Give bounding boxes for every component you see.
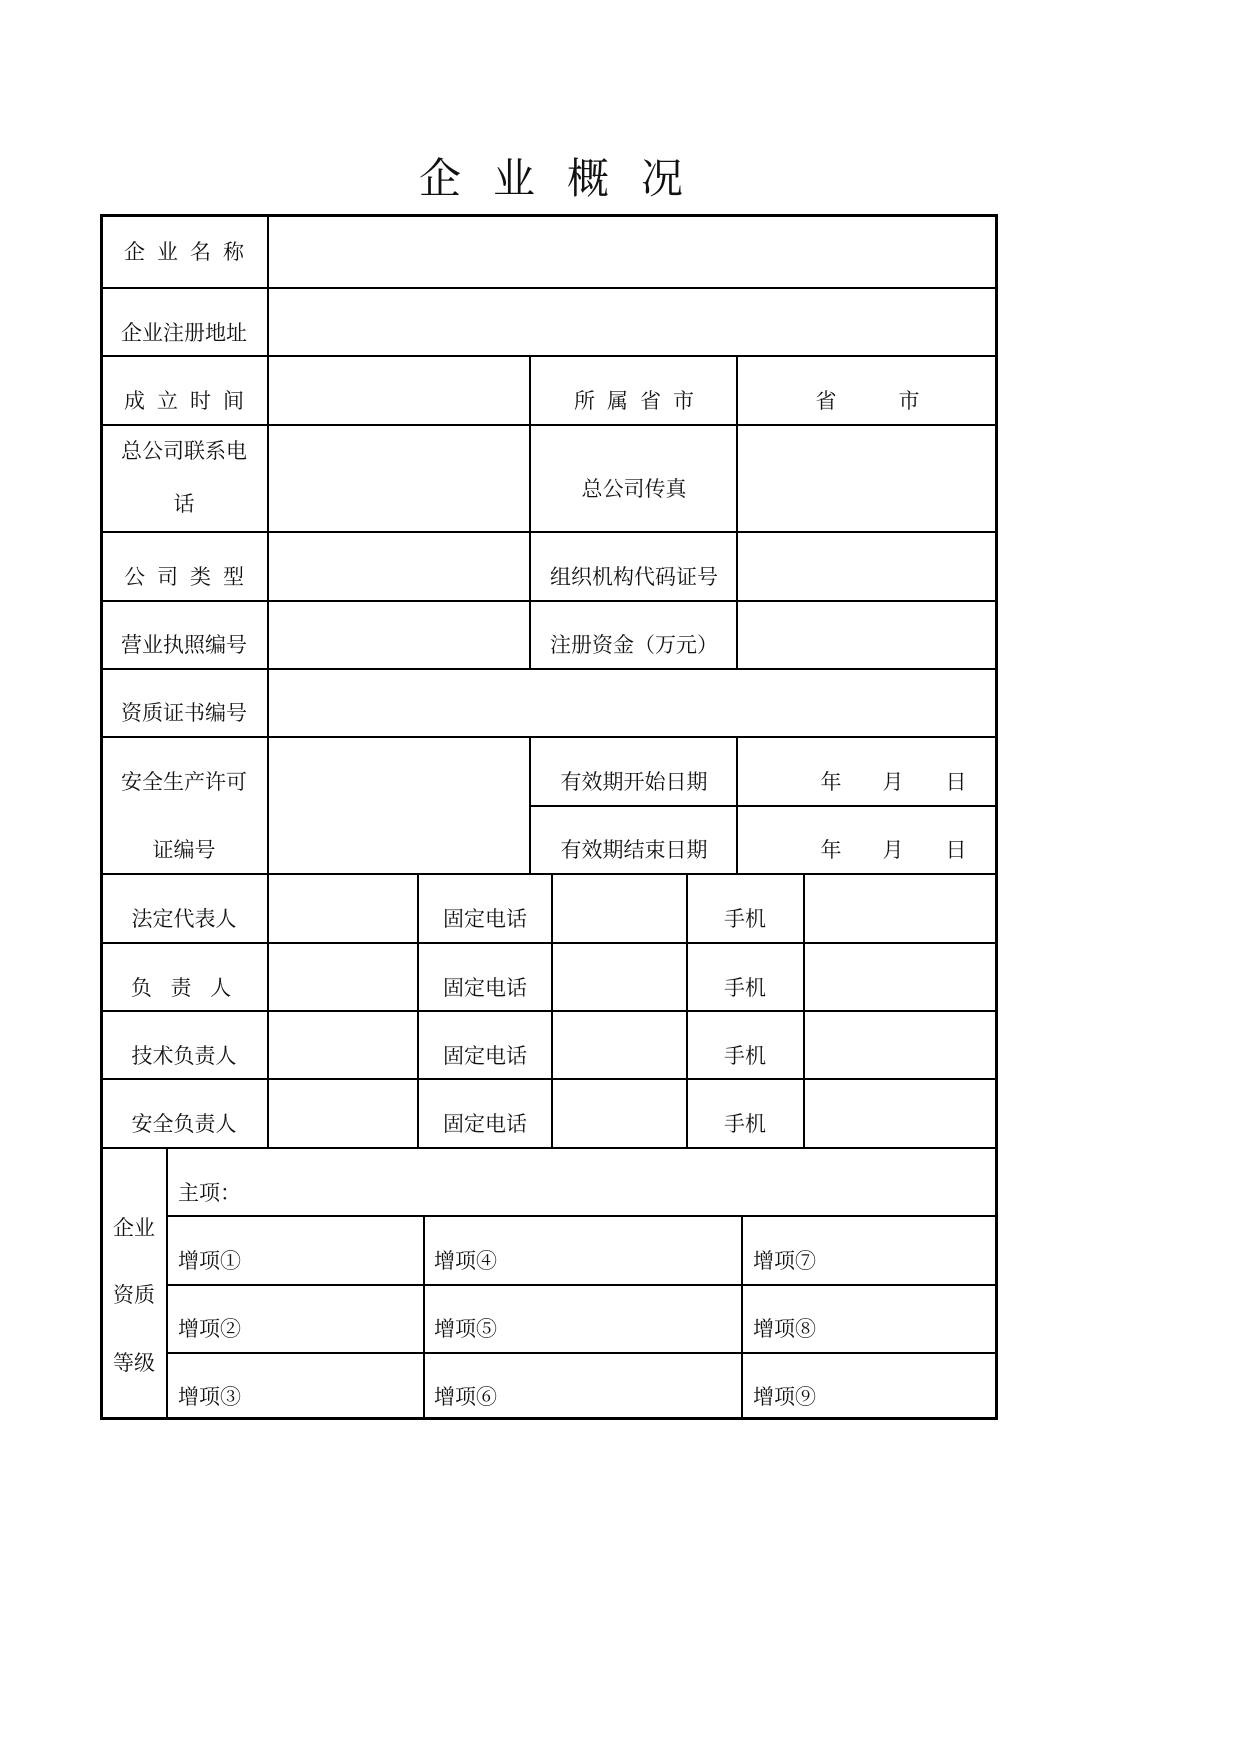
safety-lead-mobile-field[interactable] [805,1080,996,1146]
hq-phone-field[interactable] [269,426,528,530]
column-divider [741,1215,743,1420]
province-city-label: 所属省市 [574,389,706,413]
page-title: 企业概况 [418,154,715,203]
column-divider [417,873,419,1147]
hq-fax-label: 总公司传真 [581,477,687,501]
legal-rep-landline-field[interactable] [553,875,685,941]
column-divider [686,873,688,1147]
hq-phone-label-line1: 总公司联系电 [121,439,247,463]
landline-label: 固定电话 [443,1044,527,1068]
established-time-label: 成立时间 [124,389,256,413]
additional-item-label: 增项⑦ [753,1249,816,1273]
qualification-level-label: 企业 [113,1216,155,1240]
valid-end-label: 有效期结束日期 [560,838,708,862]
hq-phone-label-line2: 话 [173,492,195,516]
established-time-field[interactable] [269,357,528,423]
business-license-field[interactable] [269,602,528,667]
additional-item-label: 增项① [178,1249,241,1273]
legal-rep-mobile-field[interactable] [805,875,996,941]
safety-permit-label-line2: 证编号 [152,838,216,862]
column-divider [423,1215,425,1420]
date-day-label: 日 [945,838,967,862]
tech-lead-name-field[interactable] [269,1012,416,1077]
date-year-label: 年 [820,770,842,794]
safety-lead-landline-field[interactable] [553,1080,685,1146]
enterprise-name-field[interactable] [269,216,996,286]
main-item-label: 主项： [178,1181,241,1205]
person-role-label: 负 责 人 [130,976,238,1000]
column-divider [529,355,531,668]
registered-capital-field[interactable] [738,602,996,667]
landline-label: 固定电话 [443,907,527,931]
manager-mobile-field[interactable] [805,944,996,1009]
column-divider [529,736,531,873]
additional-item-label: 增项② [178,1317,241,1341]
date-month-label: 月 [882,838,904,862]
safety-permit-field[interactable] [269,738,528,872]
additional-item-label: 增项⑤ [434,1317,497,1341]
date-year-label: 年 [820,838,842,862]
enterprise-name-label: 企业名称 [124,240,256,264]
person-role-label: 法定代表人 [131,907,237,931]
tech-lead-mobile-field[interactable] [805,1012,996,1077]
qualification-cert-field[interactable] [269,670,996,735]
legal-rep-name-field[interactable] [269,875,416,941]
mobile-label: 手机 [724,1044,766,1068]
org-code-label: 组织机构代码证号 [550,565,718,589]
row-divider [100,355,998,357]
registered-address-label: 企业注册地址 [121,321,247,345]
main-item-field[interactable] [240,1149,996,1214]
mobile-label: 手机 [724,976,766,1000]
safety-permit-label-line1: 安全生产许可 [121,770,247,794]
row-divider [166,1284,998,1286]
landline-label: 固定电话 [443,976,527,1000]
mobile-label: 手机 [724,907,766,931]
qualification-level-label: 资质 [113,1283,155,1307]
additional-item-label: 增项④ [434,1249,497,1273]
registered-address-field[interactable] [269,289,996,354]
date-month-label: 月 [882,770,904,794]
landline-label: 固定电话 [443,1112,527,1136]
row-divider [166,1215,998,1217]
additional-item-label: 增项⑨ [753,1385,816,1409]
manager-name-field[interactable] [269,944,416,1009]
company-type-label: 公司类型 [124,565,256,589]
safety-lead-name-field[interactable] [269,1080,416,1146]
business-license-label: 营业执照编号 [121,633,247,657]
additional-item-label: 增项⑥ [434,1385,497,1409]
person-role-label: 安全负责人 [131,1112,237,1136]
qualification-cert-label: 资质证书编号 [121,701,247,725]
valid-start-label: 有效期开始日期 [560,770,708,794]
province-unit: 省 [815,389,837,413]
additional-item-label: 增项⑧ [753,1317,816,1341]
date-day-label: 日 [945,770,967,794]
additional-item-label: 增项③ [178,1385,241,1409]
person-role-label: 技术负责人 [131,1044,237,1068]
city-unit: 市 [898,389,920,413]
row-divider [166,1352,998,1354]
registered-capital-label: 注册资金（万元） [550,633,718,657]
column-divider [166,1147,168,1420]
org-code-field[interactable] [738,533,996,599]
mobile-label: 手机 [724,1112,766,1136]
manager-landline-field[interactable] [553,944,685,1009]
hq-fax-field[interactable] [738,426,996,530]
qualification-level-label: 等级 [113,1351,155,1375]
tech-lead-landline-field[interactable] [553,1012,685,1077]
company-type-field[interactable] [269,533,528,599]
